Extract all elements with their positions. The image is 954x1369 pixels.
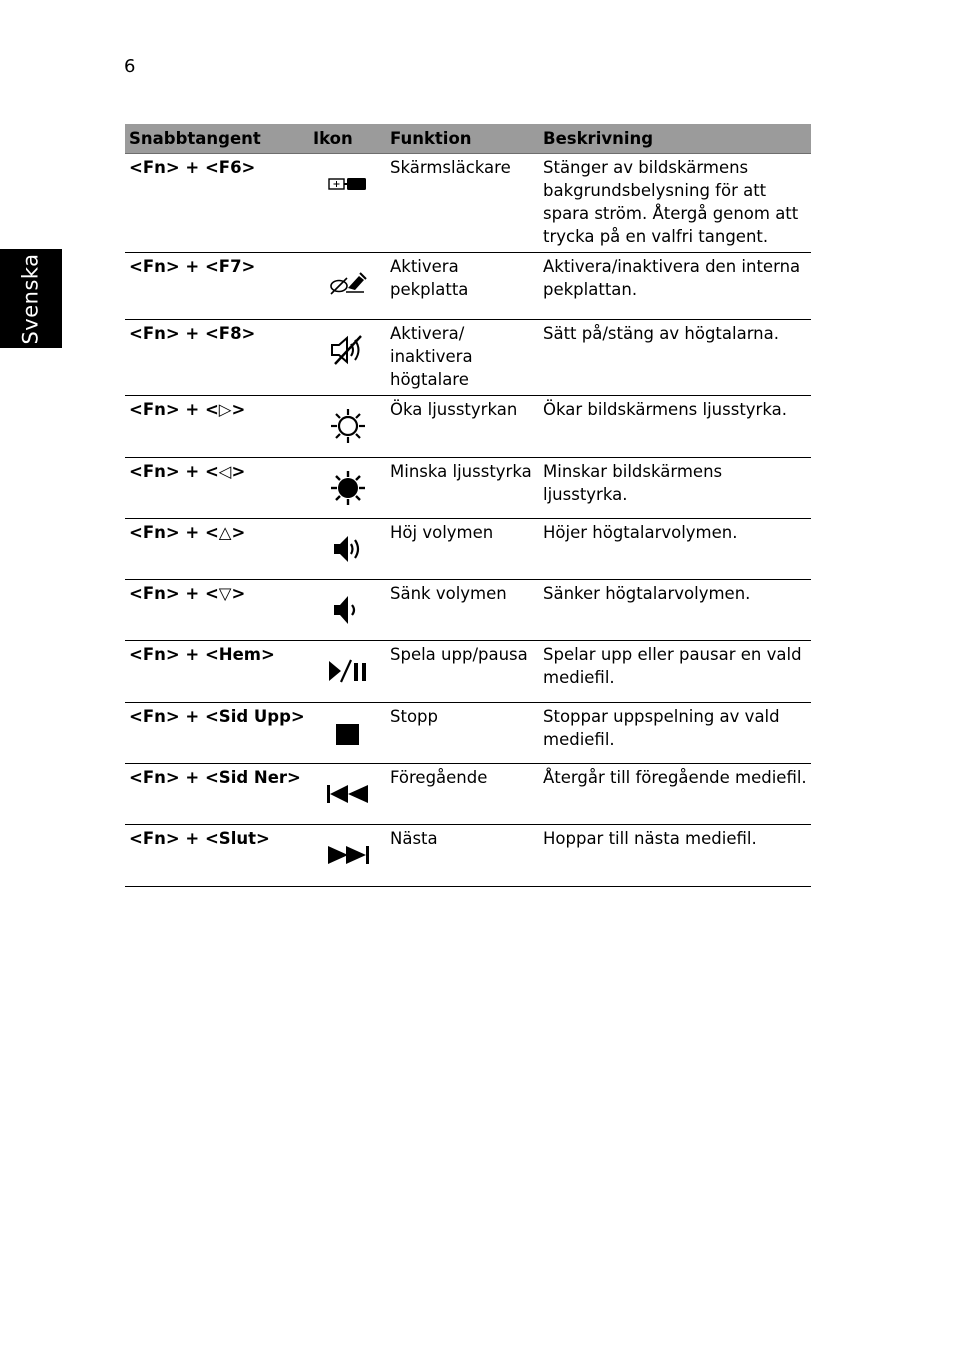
speaker-mute-icon xyxy=(313,322,383,378)
function-cell: Sänk volymen xyxy=(386,580,539,641)
header-hotkey: Snabbtangent xyxy=(125,124,309,154)
function-cell: Höj volymen xyxy=(386,519,539,580)
function-cell: Aktivera pekplatta xyxy=(386,253,539,320)
function-cell: Nästa xyxy=(386,825,539,887)
description-cell: Sätt på/stäng av högtalarna. xyxy=(539,320,811,396)
volume-down-icon xyxy=(313,582,383,638)
description-cell: Stoppar uppspelning av vald mediefil. xyxy=(539,703,811,764)
hotkey-cell: <Fn> + <▷> xyxy=(125,396,309,458)
header-function: Funktion xyxy=(386,124,539,154)
description-cell: Hoppar till nästa mediefil. xyxy=(539,825,811,887)
description-cell: Ökar bildskärmens ljusstyrka. xyxy=(539,396,811,458)
hotkey-table xyxy=(125,124,811,887)
description-cell: Minskar bildskärmens ljusstyrka. xyxy=(539,458,811,519)
header-description: Beskrivning xyxy=(539,124,811,154)
table-row xyxy=(125,320,811,396)
language-tab-label: Svenska xyxy=(19,252,43,345)
language-tab xyxy=(0,249,62,348)
table-row xyxy=(125,154,811,253)
hotkey-cell: <Fn> + <F6> xyxy=(125,154,309,253)
function-cell: Skärmsläckare xyxy=(386,154,539,253)
function-cell: Stopp xyxy=(386,703,539,764)
hotkey-cell: <Fn> + <△> xyxy=(125,519,309,580)
hotkey-cell: <Fn> + <F7> xyxy=(125,253,309,320)
table-header-row xyxy=(125,124,811,154)
description-cell: Sänker högtalarvolymen. xyxy=(539,580,811,641)
hotkey-cell: <Fn> + <◁> xyxy=(125,458,309,519)
function-cell: Aktivera/ inaktivera högtalare xyxy=(386,320,539,396)
function-cell: Minska ljusstyrka xyxy=(386,458,539,519)
description-cell: Spelar upp eller pausar en vald mediefil. xyxy=(539,641,811,703)
table-row xyxy=(125,764,811,825)
play-pause-icon xyxy=(313,643,383,699)
description-cell: Stänger av bildskärmens bakgrundsbelysning för att spara ström. Återgå genom att trycka på en valfri tangent. xyxy=(539,154,811,253)
screen-blank-icon xyxy=(313,156,383,212)
hotkey-cell: <Fn> + <▽> xyxy=(125,580,309,641)
table-row xyxy=(125,825,811,887)
table-row xyxy=(125,641,811,703)
function-cell: Föregående xyxy=(386,764,539,825)
volume-up-icon xyxy=(313,521,383,577)
page-number: 6 xyxy=(124,56,136,77)
touchpad-toggle-icon xyxy=(313,255,383,311)
description-cell: Aktivera/inaktivera den interna pekplattan. xyxy=(539,253,811,320)
next-track-icon xyxy=(313,827,383,883)
table-row xyxy=(125,519,811,580)
function-cell: Öka ljusstyrkan xyxy=(386,396,539,458)
table-row xyxy=(125,253,811,320)
table-row xyxy=(125,703,811,764)
hotkey-cell: <Fn> + <F8> xyxy=(125,320,309,396)
brightness-up-icon xyxy=(313,398,383,454)
description-cell: Återgår till föregående mediefil. xyxy=(539,764,811,825)
brightness-down-icon xyxy=(313,460,383,516)
table-row xyxy=(125,458,811,519)
table-row xyxy=(125,580,811,641)
hotkey-cell: <Fn> + <Sid Upp> xyxy=(125,703,309,764)
description-cell: Höjer högtalarvolymen. xyxy=(539,519,811,580)
hotkey-cell: <Fn> + <Hem> xyxy=(125,641,309,703)
hotkey-cell: <Fn> + <Slut> xyxy=(125,825,309,887)
hotkey-cell: <Fn> + <Sid Ner> xyxy=(125,764,309,825)
stop-icon xyxy=(313,705,383,761)
header-icon: Ikon xyxy=(309,124,386,154)
table-row xyxy=(125,396,811,458)
previous-track-icon xyxy=(313,766,383,822)
function-cell: Spela upp/pausa xyxy=(386,641,539,703)
